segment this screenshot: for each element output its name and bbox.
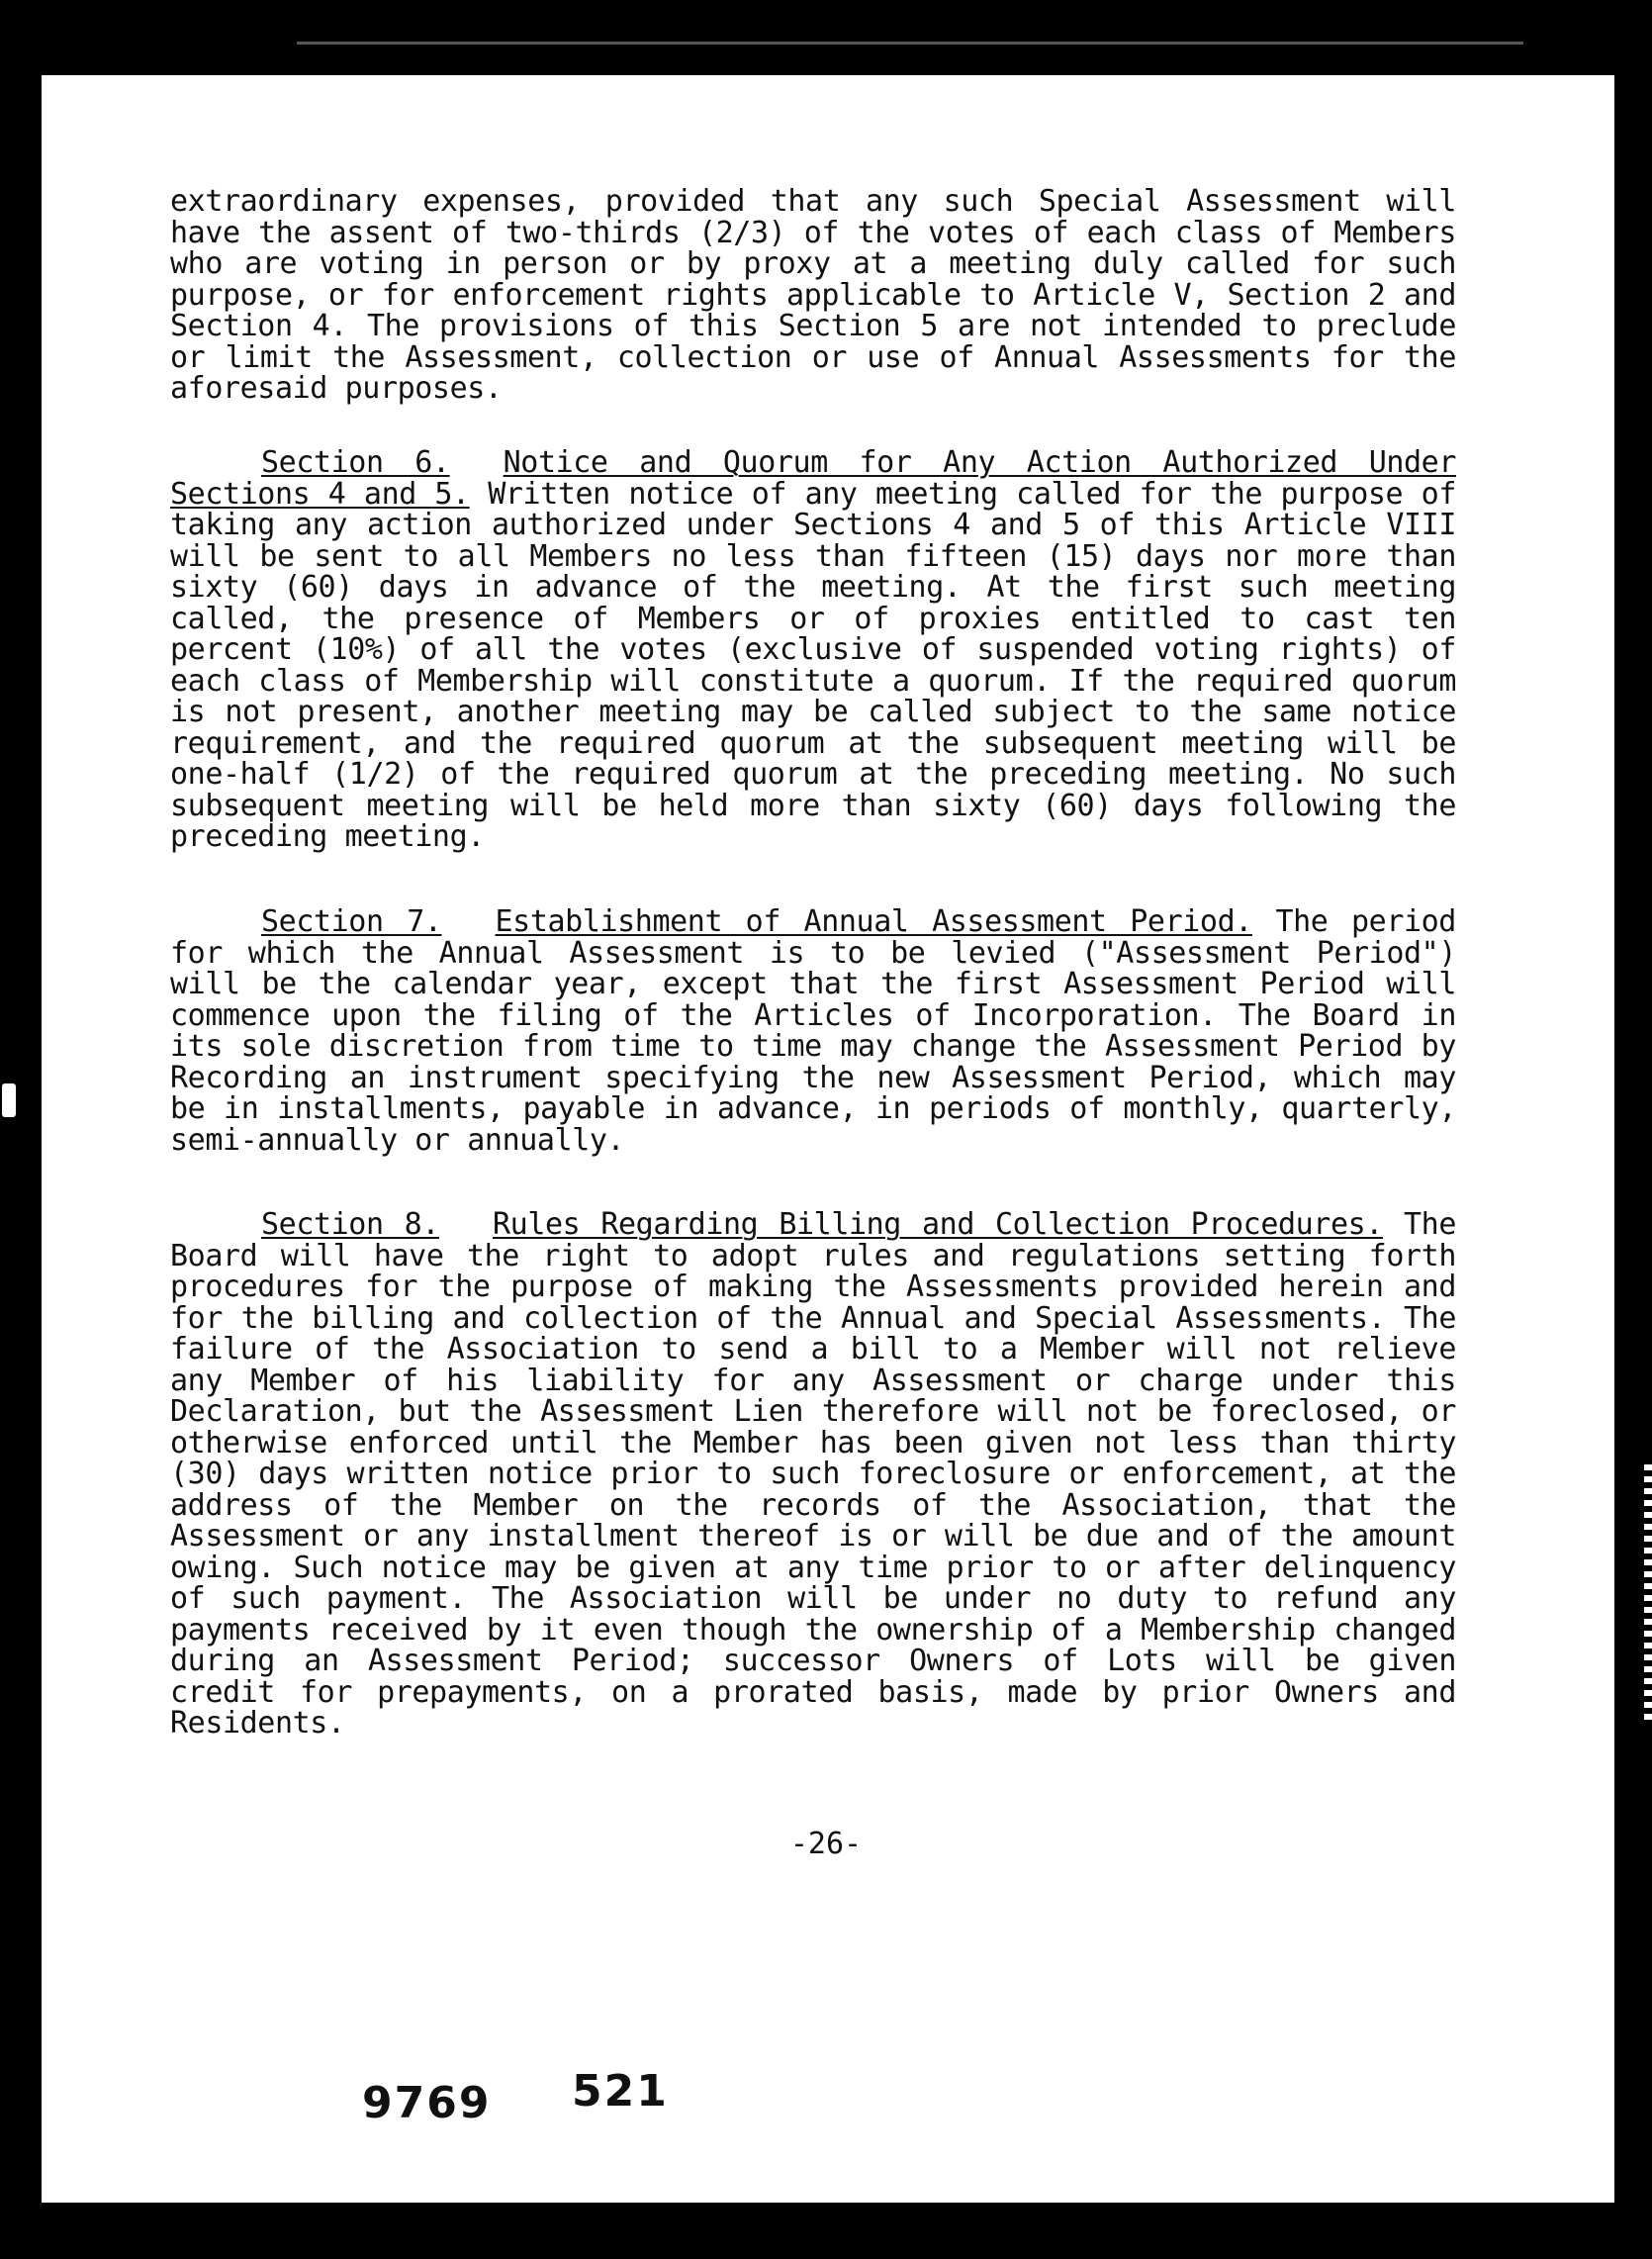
paragraph-section-8: [170, 1209, 1456, 1740]
section-heading: Section 8.: [261, 1207, 439, 1242]
paragraph-section-6: [170, 447, 1456, 853]
paragraph-section-7: [170, 906, 1456, 1156]
section-title: Establishment of Annual Assessment Period.: [495, 904, 1252, 939]
section-title: Rules Regarding Billing and Collection Procedures.: [493, 1207, 1383, 1242]
paragraph-text: Written notice of any meeting called for the purpose of taking any action authorized under Sections 4 and 5 of this Article VIII will be sent to all Members no less than fifteen (15) days nor more than sixty (60) days in advance of the meeting. At the first such meeting called, the presence of Members or of proxies entitled to cast ten percent (10%) of all the votes (exclusive of suspended voting rights) of each class of Membership will constitute a quorum. If the required quorum is not present, another meeting may be called subject to the same notice requirement, and the required quorum at the subsequent meeting will be one-half (1/2) of the required quorum at the preceding meeting. No such subsequent meeting will be held more than sixty (60) days following the preceding meeting.: [170, 476, 1456, 854]
section-heading: Section 7.: [261, 904, 442, 939]
scan-artifact-edge: [1644, 1464, 1652, 1722]
paragraph-text: The period for which the Annual Assessment is to be levied ("Assessment Period") will be the calendar year, except that the first Assessment Period will commence upon the filing of the Articles of Incorporation. The Board in its sole discretion from time to time may change the Assessment Period by Recording an instrument specifying the new Assessment Period, which may be in installments, payable in advance, in periods of monthly, quarterly, semi-annually or annually.: [170, 904, 1456, 1158]
scan-border: [0, 0, 1652, 75]
footer-document-code: 9769: [362, 2078, 492, 2128]
section-heading: Section 6.: [261, 445, 450, 480]
page-number: -26-: [789, 1827, 863, 1861]
paragraph-text: The Board will have the right to adopt rules and regulations setting forth procedures for the purpose of making the Assessments provided herein and for the billing and collection of the Annual and Special Assessments. The failure of the Association to send a bill to a Member will not relieve any Member of his liability for any Assessment or charge under this Declaration, but the Assessment Lien therefore will not be foreclosed, or otherwise enforced until the Member has been given not less than thirty (30) days written notice prior to such foreclosure or enforcement, at the address of the Member on the records of the Association, that the Assessment or any installment thereof is or will be due and of the amount owing. Such notice may be given at any time prior to or after delinquency of such payment. The Association will be under no duty to refund any payments received by it even though the ownership of a Membership changed during an Assessment Period; successor Owners of Lots will be given credit for prepayments, on a prorated basis, made by prior Owners and Residents.: [170, 1207, 1456, 1741]
scan-artifact-line: [297, 42, 1523, 45]
section-title: Notice and Quorum for Any Action Authorized Under Sections 4 and 5.: [170, 445, 1456, 512]
scan-artifact-mark: [2, 1083, 16, 1117]
paragraph-continuation: [170, 186, 1456, 405]
paragraph-text: extraordinary expenses, provided that any such Special Assessment will have the assent of two-thirds (2/3) of the votes of each class of Members who are voting in person or by proxy at a meeting duly called for such purpose, or for enforcement rights applicable to Article V, Section 2 and Section 4. The provisions of this Section 5 are not intended to preclude or limit the Assessment, collection or use of Annual Assessments for the aforesaid purposes.: [170, 184, 1456, 406]
footer-page-code: 521: [572, 2066, 669, 2117]
